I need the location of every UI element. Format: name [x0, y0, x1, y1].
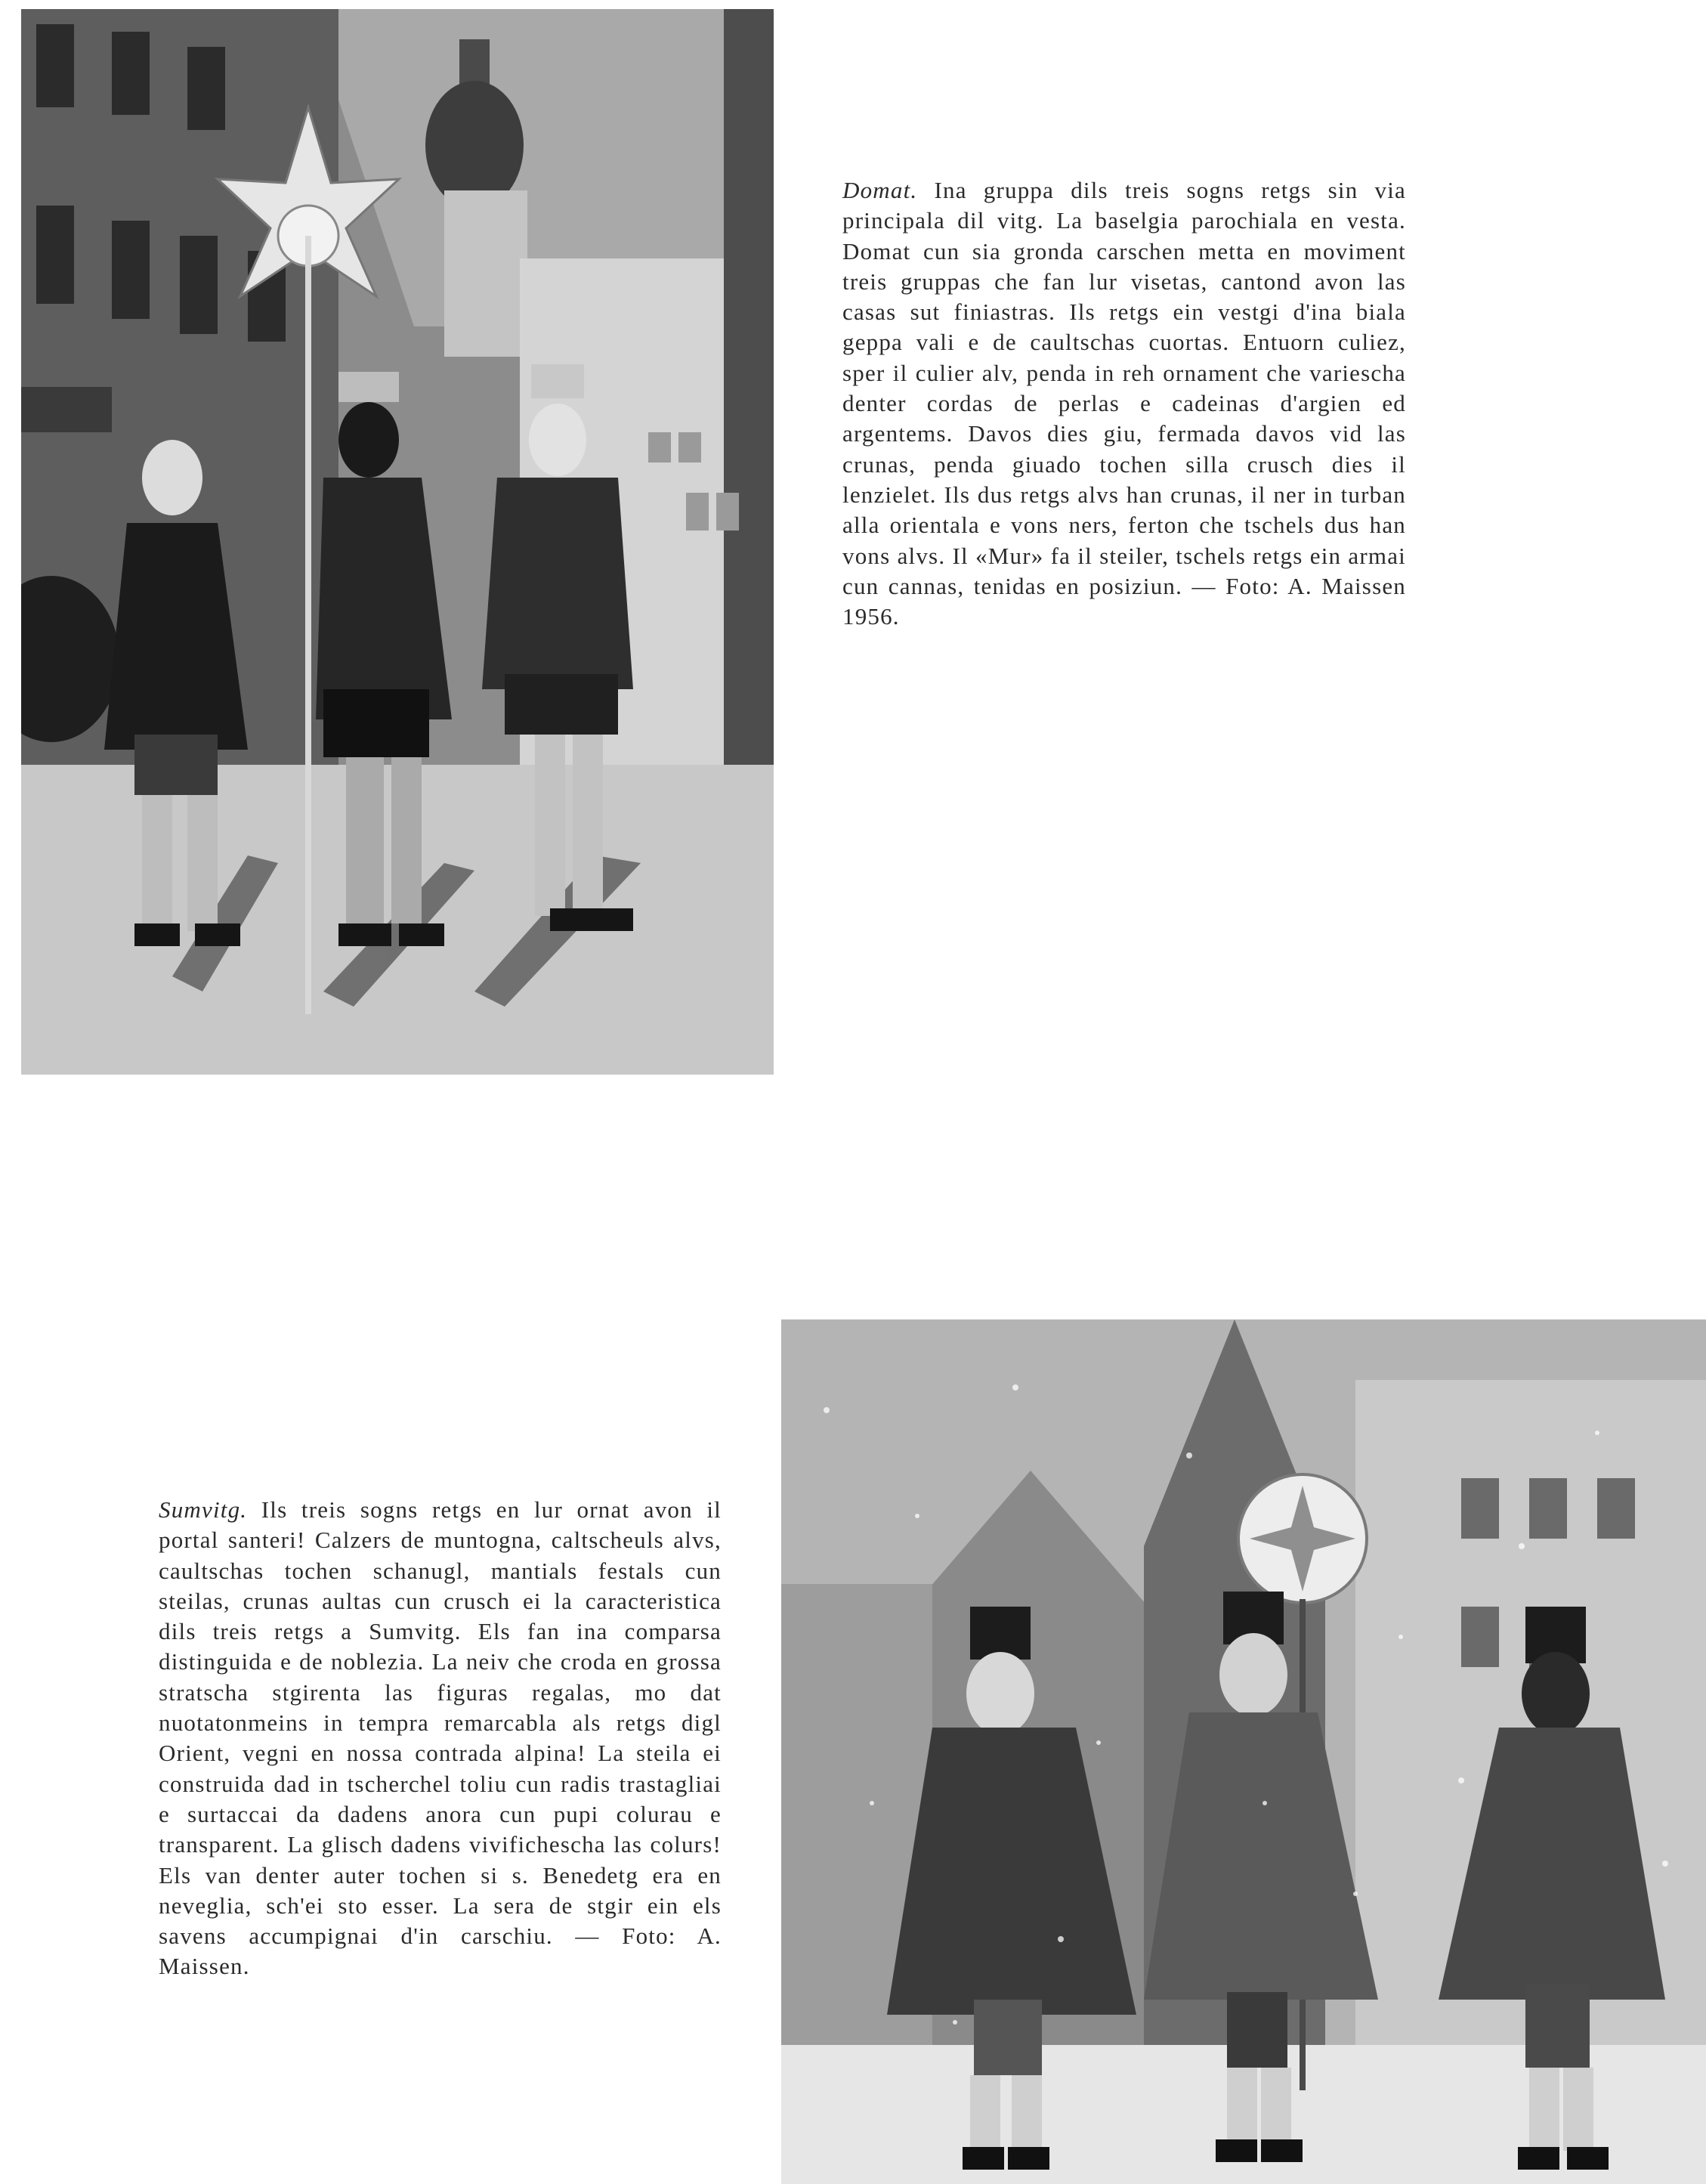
- caption-place-sumvitg: Sumvitg.: [159, 1496, 248, 1523]
- caption-text-domat: Ina gruppa dils treis sogns retgs sin via principala dil vitg. La baselgia parochiala en vesta. Domat cun sia gronda carschen metta en moviment treis gruppas che fan lur visetas, cantond avon las casas sut finiastras. Ils retgs ein vestgi d'ina biala geppa vali e de caultschas cuortas. Entuorn culiez, sper il culier alv, penda in reh ornament che variescha denter cordas de perlas e cadeinas d'argien ed argentems. Davos dies giu, fermada davos vid las crunas, penda giuado tochen silla crusch dies il lenzielet. Ils dus retgs alvs han crunas, il ner in turban alla orientala e vons ners, ferton che tschels dus han vons alvs. Il «Mur» fa il steiler, tschels retgs ein armai cun cannas, tenidas en posiziun. — Foto: A. Maissen 1956.: [842, 177, 1406, 630]
- caption-domat: [842, 175, 1406, 632]
- photo-three-kings-sumvitg: [781, 1319, 1706, 2184]
- caption-place-domat: Domat.: [842, 177, 918, 203]
- caption-sumvitg: [159, 1495, 722, 1982]
- caption-text-sumvitg: Ils treis sogns retgs en lur ornat avon il portal santeri! Calzers de muntogna, caltscheuls alvs, caultschas tochen schanugl, mantials festals cun steilas, crunas aultas cun crusch ei la caracteristica dils treis retgs a Sumvitg. Els fan ina comparsa distinguida e de noblezia. La neiv che croda en grossa stratscha stgirenta las figuras regalas, mo dat nuotatonmeins in tempra remarcabla als retgs digl Orient, vegni en nossa contrada alpina! La steila ei construida dad in tscherchel toliu cun radis trastagliai e surtaccai da dadens anora cun pupi colurau e transparent. La glisch dadens vivifichescha las colurs! Els van denter auter tochen si s. Benedetg era en neveglia, sch'ei sto esser. La sera de stgir ein els savens accumpignai d'in carschiu. — Foto: A. Maissen.: [159, 1496, 722, 1980]
- photo-three-kings-domat: [21, 9, 774, 1075]
